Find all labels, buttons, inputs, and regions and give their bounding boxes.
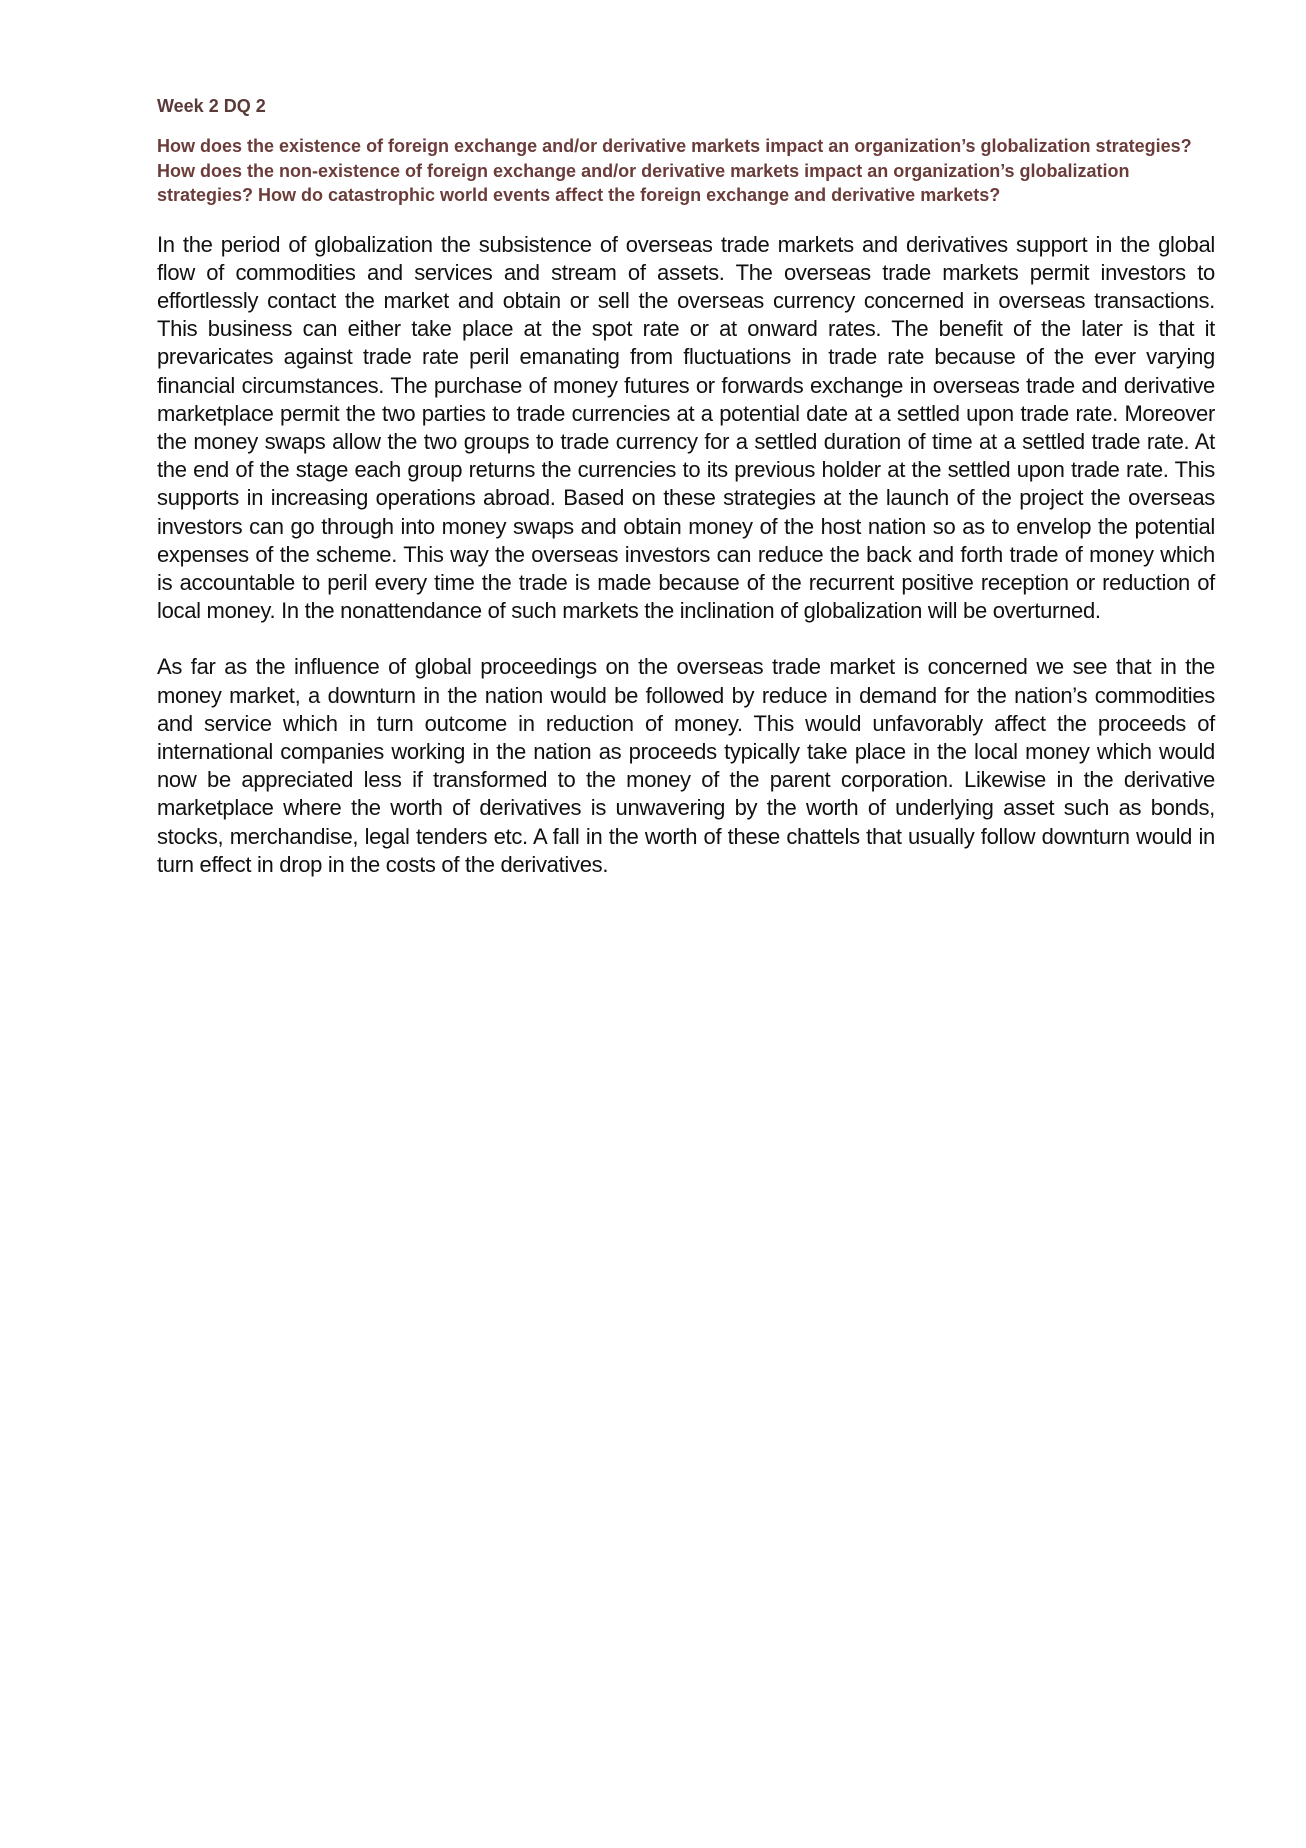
document-title: Week 2 DQ 2 [157, 96, 266, 116]
discussion-question: How does the existence of foreign exchange and/or derivative markets impact an organization’s globalization strategies? How does the non-existence of foreign exchange and/or derivative markets impact an organization’s globalization strategies? How do catastrophic world events affect the foreign exchange and derivative markets? [157, 136, 1192, 205]
document-content [157, 94, 1215, 907]
body-paragraph-1: In the period of globalization the subsistence of overseas trade markets and derivatives support in the global flow of commodities and services and stream of assets. The overseas trade markets permit investors to effortlessly contact the market and obtain or sell the overseas currency concerned in overseas transactions. This business can either take place at the spot rate or at onward rates. The benefit of the later is that it prevaricates against trade rate peril emanating from fluctuations in trade rate because of the ever varying financial circumstances. The purchase of money futures or forwards exchange in overseas trade and derivative marketplace permit the two parties to trade currencies at a potential date at a settled upon trade rate. Moreover the money swaps allow the two groups to trade currency for a settled duration of time at a settled trade rate. At the end of the stage each group returns the currencies to its previous holder at the settled upon trade rate. This supports in increasing operations abroad. Based on these strategies at the launch of the project the overseas investors can go through into money swaps and obtain money of the host nation so as to envelop the potential expenses of the scheme. This way the overseas investors can reduce the back and forth trade of money which is accountable to peril every time the trade is made because of the recurrent positive reception or reduction of local money. In the nonattendance of such markets the inclination of globalization will be overturned. [157, 231, 1215, 624]
body-paragraph-2: As far as the influence of global proceedings on the overseas trade market is concerned we see that in the money market, a downturn in the nation would be followed by reduce in demand for the nation’s commodities and service which in turn outcome in reduction of money. This would unfavorably affect the proceeds of international companies working in the nation as proceeds typically take place in the local money which would now be appreciated less if transformed to the money of the parent corporation. Likewise in the derivative marketplace where the worth of derivatives is unwavering by the worth of underlying asset such as bonds, stocks, merchandise, legal tenders etc. A fall in the worth of these chattels that usually follow downturn would in turn effect in drop in the costs of the derivatives. [157, 654, 1215, 877]
